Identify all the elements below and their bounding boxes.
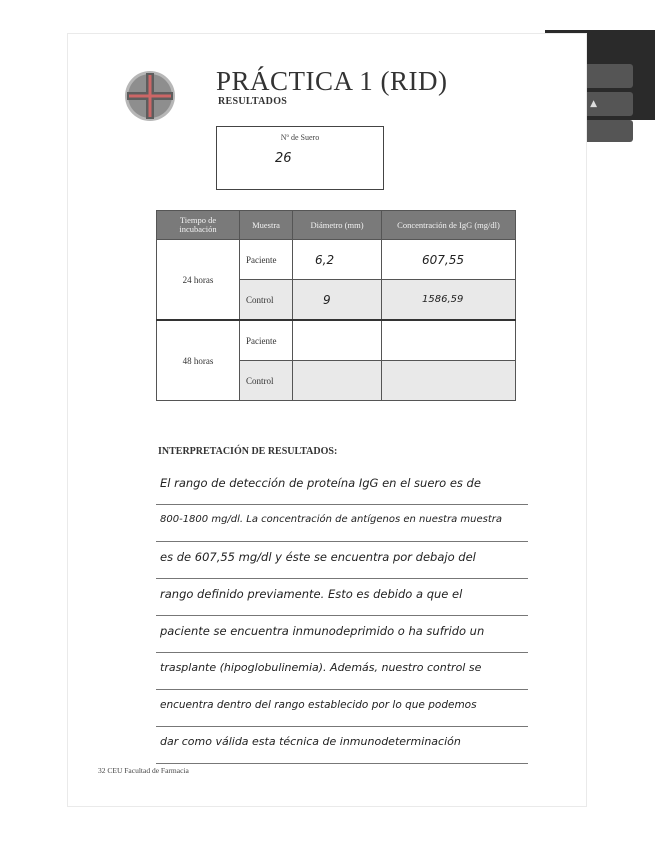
diameter-value: 6,2 bbox=[293, 240, 382, 280]
handwritten-line: es de 607,55 mg/dl y éste se encuentra por debajo del bbox=[156, 542, 528, 579]
column-header-igg-concentration: Concentración de IgG (mg/dl) bbox=[382, 211, 516, 240]
handwritten-line: encuentra dentro del rango establecido por lo que podemos bbox=[156, 690, 528, 727]
incubation-period: 24 horas bbox=[157, 240, 240, 321]
page-title: PRÁCTICA 1 (RID) bbox=[216, 66, 448, 96]
concentration-value bbox=[382, 320, 516, 361]
table-row bbox=[157, 240, 516, 280]
interpretation-text bbox=[156, 468, 528, 764]
handwritten-line: El rango de detección de proteína IgG en el suero es de bbox=[156, 468, 528, 505]
handwritten-line: paciente se encuentra inmunodeprimido o ha sufrido un bbox=[156, 616, 528, 653]
sample-label: Control bbox=[240, 361, 293, 401]
table-row bbox=[157, 320, 516, 361]
serum-number-label: Nº de Suero bbox=[280, 133, 320, 142]
column-header-diameter: Diámetro (mm) bbox=[293, 211, 382, 240]
arrow-up-icon: ▲ bbox=[590, 99, 597, 109]
diameter-value: 9 bbox=[293, 280, 382, 321]
diameter-value bbox=[293, 320, 382, 361]
serum-number-box bbox=[216, 126, 384, 190]
page-subtitle: RESULTADOS bbox=[218, 96, 288, 107]
incubation-period: 48 horas bbox=[157, 320, 240, 401]
sample-label: Control bbox=[240, 280, 293, 321]
sample-label: Paciente bbox=[240, 320, 293, 361]
concentration-value: 1586,59 bbox=[382, 280, 516, 321]
handwritten-line: 800-1800 mg/dl. La concentración de antígenos en nuestra muestra bbox=[156, 505, 528, 542]
column-header-incubation-time: Tiempo de incubación bbox=[157, 211, 240, 240]
concentration-value bbox=[382, 361, 516, 401]
handwritten-line: trasplante (hipoglobulinemia). Además, nuestro control se bbox=[156, 653, 528, 690]
document-page bbox=[68, 34, 586, 806]
results-table bbox=[156, 210, 516, 401]
interpretation-heading: INTERPRETACIÓN DE RESULTADOS: bbox=[158, 446, 338, 457]
page-footer: 32 CEU Facultad de Farmacia bbox=[98, 766, 189, 775]
sample-label: Paciente bbox=[240, 240, 293, 280]
table-header-row bbox=[157, 211, 516, 240]
concentration-value: 607,55 bbox=[382, 240, 516, 280]
ceu-cross-logo bbox=[124, 70, 176, 122]
column-header-sample: Muestra bbox=[240, 211, 293, 240]
diameter-value bbox=[293, 361, 382, 401]
serum-number-value: 26 bbox=[275, 151, 292, 166]
handwritten-line: rango definido previamente. Esto es debido a que el bbox=[156, 579, 528, 616]
handwritten-line: dar como válida esta técnica de inmunodeterminación bbox=[156, 727, 528, 764]
